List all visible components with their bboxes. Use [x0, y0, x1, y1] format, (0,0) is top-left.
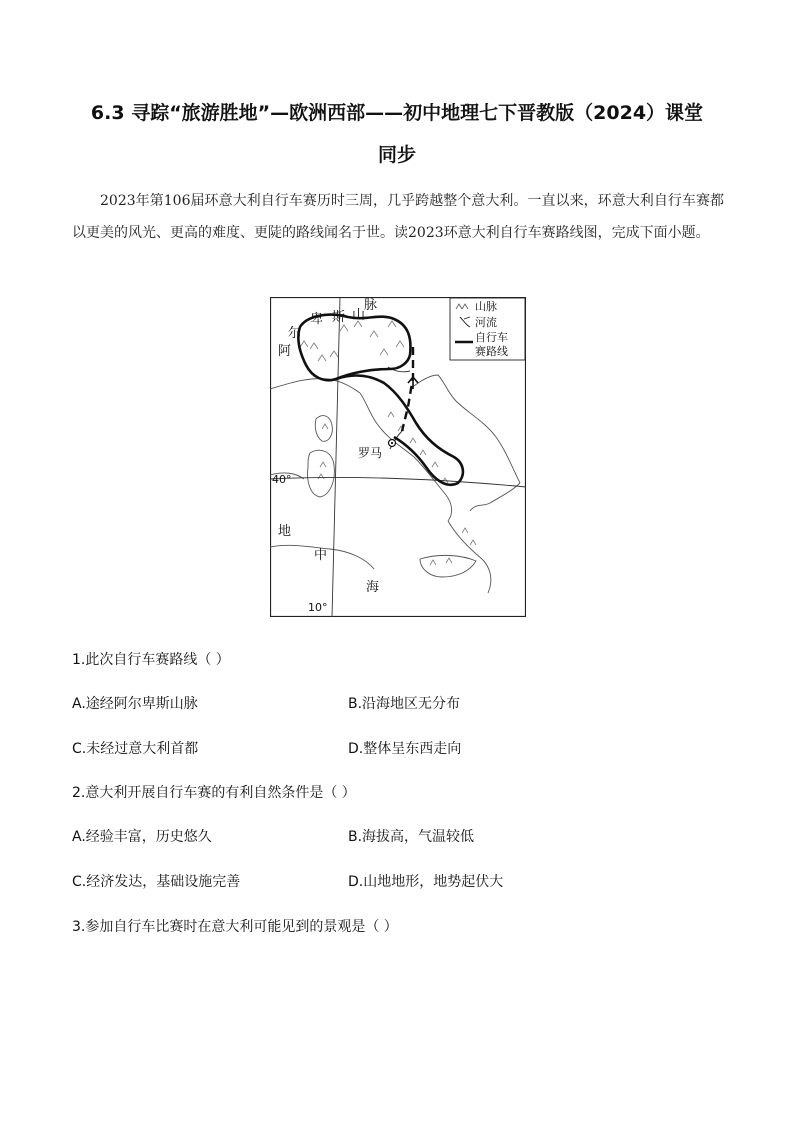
rome-label: 罗马	[358, 446, 383, 460]
question-1-option-d[interactable]: D.整体呈东西走向	[348, 741, 462, 757]
sea-label-3: 海	[366, 580, 380, 595]
map-legend	[450, 298, 525, 360]
italy-route-map	[270, 297, 526, 617]
legend-river-label: 河流	[475, 316, 497, 329]
question-3-stem: 3.参加自行车比赛时在意大利可能见到的景观是（ ）	[72, 919, 398, 935]
legend-mountain-label: 山脉	[475, 300, 497, 313]
longitude-label: 10°	[308, 601, 328, 614]
question-2-option-d[interactable]: D.山地地形，地势起伏大	[348, 874, 504, 890]
alps-label-2: 尔	[288, 326, 302, 341]
legend-route-label-1: 自行车	[475, 331, 508, 344]
question-1-stem: 1.此次自行车赛路线（ ）	[72, 652, 230, 668]
sea-label-1: 地	[278, 524, 292, 539]
latitude-label: 40°	[272, 473, 292, 486]
question-1-option-b[interactable]: B.沿海地区无分布	[348, 696, 461, 712]
document-title	[60, 92, 734, 176]
question-2-option-b[interactable]: B.海拔高，气温较低	[348, 829, 475, 845]
question-2-stem: 2.意大利开展自行车赛的有利自然条件是（ ）	[72, 785, 356, 801]
sea-label-2: 中	[314, 548, 328, 563]
question-1-option-c[interactable]: C.未经过意大利首都	[72, 741, 199, 757]
intro-paragraph: 2023年第106届环意大利自行车赛历时三周，几乎跨越整个意大利。一直以来，环意大利自行车赛都以更美的风光、更高的难度、更陡的路线闻名于世。读2023环意大利自行车赛路线图，完成下面小题。	[72, 193, 724, 241]
alps-label-5: 山	[352, 308, 366, 323]
legend-route-label-2: 赛路线	[475, 345, 508, 358]
title-line-2: 同步	[377, 144, 416, 166]
alps-label-6: 脉	[364, 298, 378, 313]
title-line-1: 6.3 寻踪“旅游胜地”—欧洲西部——初中地理七下晋教版（2024）课堂	[90, 102, 704, 124]
alps-label-1: 阿	[278, 344, 292, 359]
question-1-option-a[interactable]: A.途经阿尔卑斯山脉	[72, 696, 198, 712]
question-2-option-a[interactable]: A.经验丰富，历史悠久	[72, 829, 212, 845]
alps-label-4: 斯	[332, 310, 346, 325]
question-2-option-c[interactable]: C.经济发达，基础设施完善	[72, 874, 241, 890]
alps-label-3: 卑	[310, 312, 324, 327]
